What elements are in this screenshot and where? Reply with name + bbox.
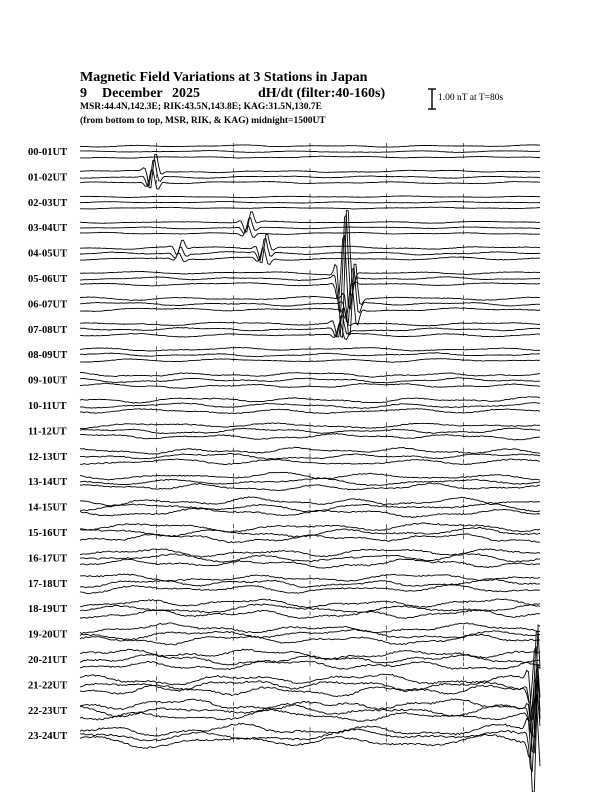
row-label: 00-01UT xyxy=(28,147,68,158)
row-label: 12-13UT xyxy=(28,451,68,463)
row-label: 05-06UT xyxy=(28,274,68,285)
row-label: 04-05UT xyxy=(28,248,68,260)
scale-label: 1.00 nT at T=80s xyxy=(438,93,504,103)
row-label: 22-23UT xyxy=(28,705,68,717)
row-label: 11-12UT xyxy=(28,426,67,438)
row-label: 03-04UT xyxy=(28,223,68,235)
row-label: 01-02UT xyxy=(28,172,68,184)
date-year: 2025 xyxy=(172,86,200,101)
row-label: 13-14UT xyxy=(28,477,68,489)
row-label: 10-11UT xyxy=(28,401,67,412)
row-label: 20-21UT xyxy=(28,655,68,666)
trace-line xyxy=(80,625,540,737)
row-label: 14-15UT xyxy=(28,502,68,514)
row-label: 15-16UT xyxy=(28,528,68,539)
row-label: 08-09UT xyxy=(28,350,68,362)
row-label: 16-17UT xyxy=(28,553,68,565)
chart-quantity: dH/dt (filter:40-160s) xyxy=(258,86,386,101)
row-label: 06-07UT xyxy=(28,299,68,311)
trace-line xyxy=(80,210,540,337)
row-label: 09-10UT xyxy=(28,375,68,387)
row-label: 19-20UT xyxy=(28,629,68,641)
station-coordinates: MSR:44.4N,142.3E; RIK:43.5N,143.8E; KAG:31.5N,130.7E xyxy=(80,102,322,112)
row-label: 02-03UT xyxy=(28,197,68,209)
row-label: 07-08UT xyxy=(28,324,68,336)
row-label: 17-18UT xyxy=(28,578,68,590)
trace-order-note: (from bottom to top, MSR, RIK, & KAG) midnight=1500UT xyxy=(80,116,326,126)
trace-line xyxy=(80,631,540,719)
row-label: 21-22UT xyxy=(28,680,68,692)
chart-title: Magnetic Field Variations at 3 Stations in Japan xyxy=(80,70,368,85)
trace-line xyxy=(80,323,540,340)
row-label: 18-19UT xyxy=(28,604,68,616)
row-label: 23-24UT xyxy=(28,731,68,743)
date-month: December xyxy=(102,86,163,101)
date-day: 9 xyxy=(80,86,87,101)
